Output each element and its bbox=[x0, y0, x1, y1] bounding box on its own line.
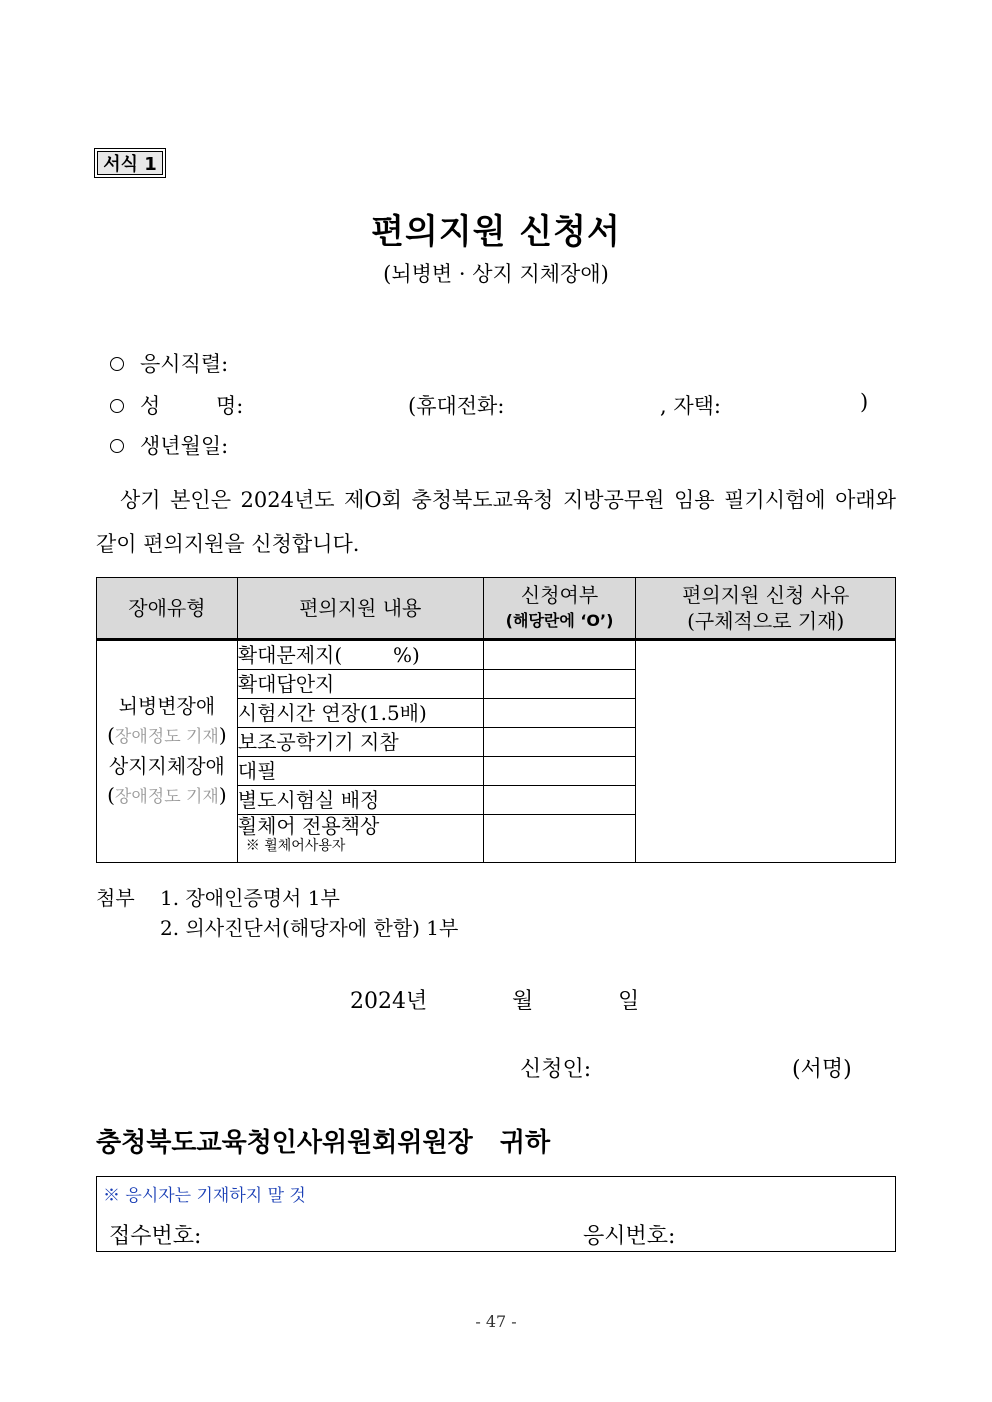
applicant-label: 신청인: bbox=[520, 1057, 592, 1082]
support-item: 보조공학기기 지참 bbox=[237, 728, 483, 757]
circle-bullet-icon bbox=[110, 357, 124, 371]
field-position bbox=[110, 348, 228, 378]
field-name-label-a: 성 bbox=[140, 394, 161, 418]
disability-type-cell bbox=[97, 640, 238, 863]
document-subtitle: (뇌병변 · 상지 지체장애) bbox=[383, 262, 609, 286]
paren-close: ) bbox=[218, 782, 227, 807]
paren-open: ( bbox=[107, 722, 115, 747]
support-item: 시험시간 연장(1.5배) bbox=[237, 699, 483, 728]
page-number: - 47 - bbox=[475, 1312, 517, 1331]
apply-cell[interactable] bbox=[483, 640, 636, 670]
support-item: 대필 bbox=[237, 757, 483, 786]
document-title: 편의지원 신청서 bbox=[371, 212, 621, 252]
field-mobile-label: (휴대전화: bbox=[408, 394, 505, 418]
field-home-label: , 자택: bbox=[660, 394, 721, 418]
severity-placeholder: 장애정도 기재 bbox=[114, 786, 219, 807]
signature-label: (서명) bbox=[792, 1057, 852, 1082]
receipt-number-label: 접수번호: bbox=[109, 1224, 202, 1249]
intro-paragraph: 상기 본인은 2024년도 제O회 충청북도교육청 지방공무원 임용 필기시험에 아래와 같이 편의지원을 신청합니다. bbox=[96, 488, 896, 556]
exam-number-label: 응시번호: bbox=[583, 1224, 676, 1249]
severity-placeholder: 장애정도 기재 bbox=[114, 726, 219, 747]
attachment-label: 첨부 bbox=[96, 886, 135, 910]
table-row bbox=[97, 640, 896, 670]
apply-cell[interactable] bbox=[483, 728, 636, 757]
apply-cell[interactable] bbox=[483, 786, 636, 815]
field-close-paren: ) bbox=[860, 390, 869, 414]
header-reason-line1: 편의지원 신청 사유 bbox=[682, 583, 850, 607]
header-reason bbox=[636, 578, 896, 640]
date-month: 월 bbox=[512, 989, 534, 1014]
date-year: 2024년 bbox=[350, 989, 428, 1014]
type-line-3: 상지지체장애 bbox=[108, 753, 225, 778]
field-birthdate bbox=[110, 430, 228, 460]
header-reason-line2: (구체적으로 기재) bbox=[687, 609, 845, 633]
form-number-tag: 서식 1 bbox=[94, 148, 166, 178]
date-day: 일 bbox=[618, 989, 640, 1014]
apply-cell[interactable] bbox=[483, 815, 636, 863]
apply-cell[interactable] bbox=[483, 699, 636, 728]
field-name-label-b: 명: bbox=[216, 394, 244, 418]
header-apply-line1: 신청여부 bbox=[520, 583, 599, 607]
header-disability-type: 장애유형 bbox=[97, 578, 238, 640]
support-item: 확대문제지( %) bbox=[237, 640, 483, 670]
support-item-label: 휠체어 전용책상 bbox=[237, 814, 380, 838]
table-header-row bbox=[97, 578, 896, 640]
paren-open: ( bbox=[107, 782, 115, 807]
recipient-line: 충청북도교육청인사위원회위원장 귀하 bbox=[96, 1128, 551, 1158]
office-use-note: ※ 응시자는 기재하지 말 것 bbox=[103, 1186, 306, 1206]
support-item-note: ※ 휠체어사용자 bbox=[245, 838, 346, 854]
circle-bullet-icon bbox=[110, 439, 124, 453]
support-request-table bbox=[96, 577, 896, 863]
apply-cell[interactable] bbox=[483, 670, 636, 699]
support-item-wheelchair bbox=[237, 815, 483, 863]
header-apply-line2: (해당란에 ‘O’) bbox=[505, 611, 614, 630]
apply-cell[interactable] bbox=[483, 757, 636, 786]
field-birthdate-label: 생년월일: bbox=[140, 434, 229, 458]
header-support-content: 편의지원 내용 bbox=[237, 578, 483, 640]
field-position-label: 응시직렬: bbox=[140, 352, 229, 376]
reason-cell[interactable] bbox=[636, 640, 896, 863]
paren-close: ) bbox=[218, 722, 227, 747]
office-use-box bbox=[96, 1176, 896, 1252]
support-item: 별도시험실 배정 bbox=[237, 786, 483, 815]
support-item: 확대답안지 bbox=[237, 670, 483, 699]
circle-bullet-icon bbox=[110, 399, 124, 413]
type-line-2 bbox=[97, 721, 237, 752]
type-line-1: 뇌병변장애 bbox=[118, 693, 216, 718]
attachment-item-1: 1. 장애인증명서 1부 bbox=[160, 886, 340, 910]
field-name bbox=[110, 390, 890, 420]
header-apply bbox=[483, 578, 636, 640]
type-line-4 bbox=[97, 781, 237, 812]
attachment-item-2: 2. 의사진단서(해당자에 한함) 1부 bbox=[160, 916, 459, 940]
